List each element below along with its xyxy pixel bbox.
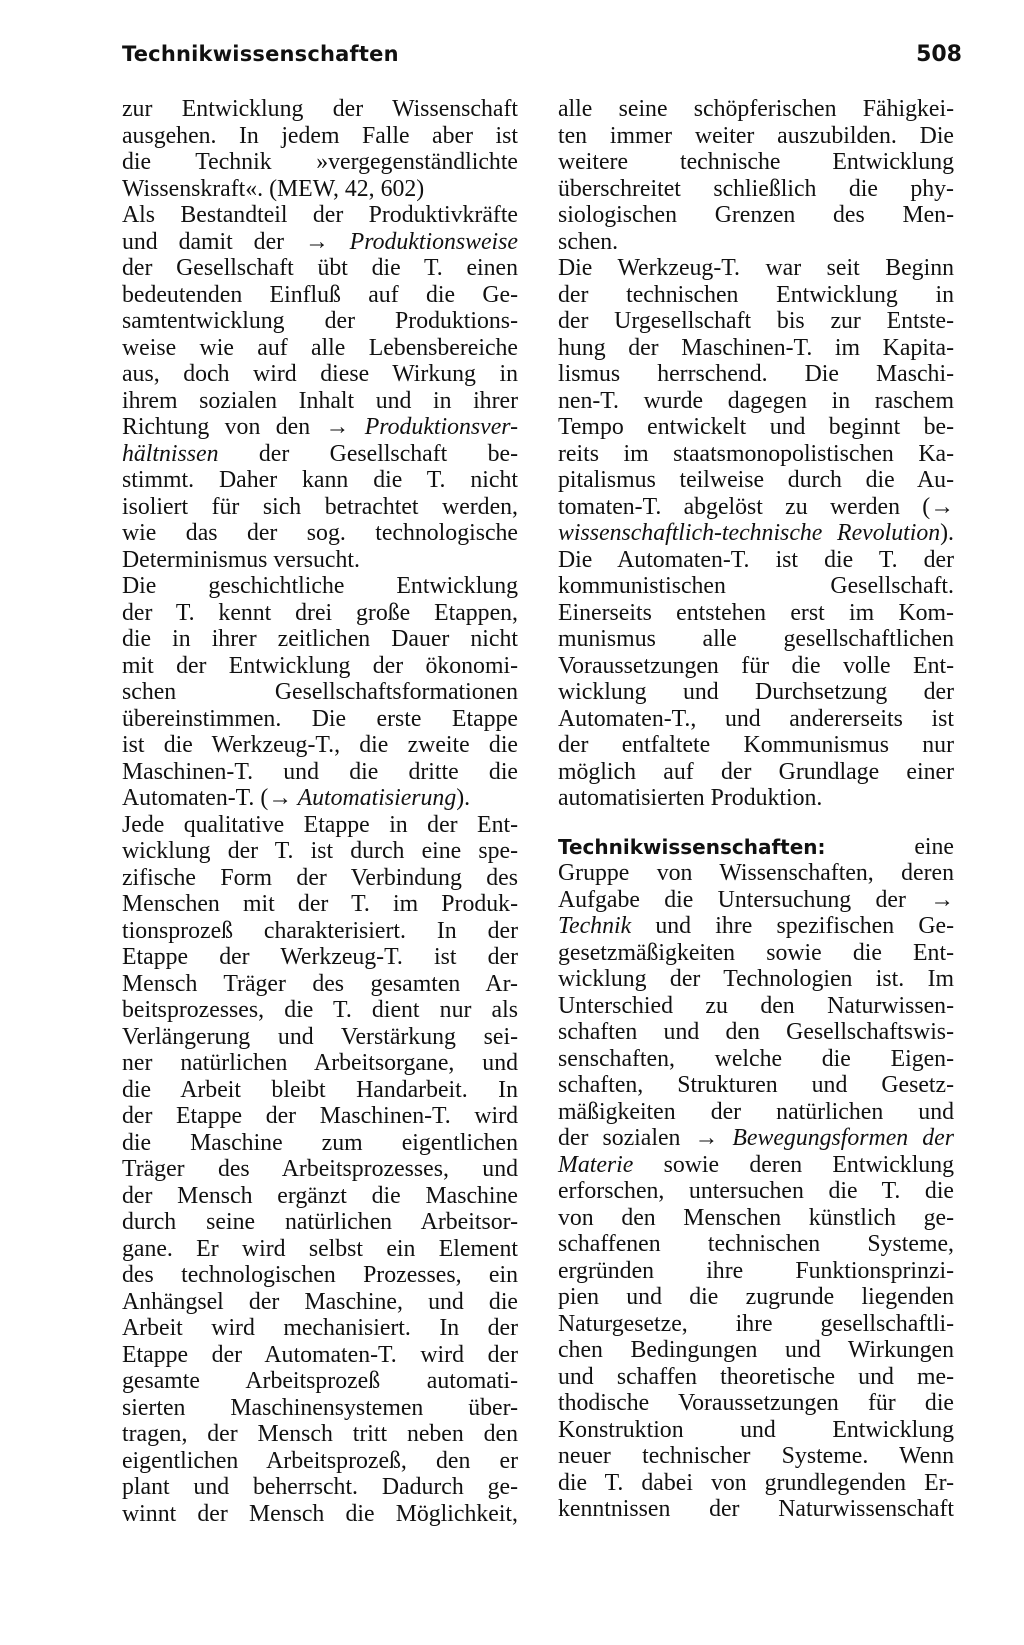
text-line: der Etappe der Maschinen-T. wird [122, 1103, 518, 1129]
text-line: der T. kennt drei große Etappen, [122, 599, 518, 626]
text-line: übereinstimmen. Die erste Etappe [122, 705, 518, 732]
cross-reference-link-continued[interactable]: Materie [558, 1151, 634, 1178]
text-line: Die Werkzeug-T. war seit Beginn [558, 255, 954, 281]
text-line: ihrem sozialen Inhalt und in ihrer [122, 387, 518, 414]
text-line: Mensch Träger des gesamten Ar- [122, 970, 518, 997]
text-line: Träger des Arbeitsprozesses, und [122, 1156, 518, 1182]
text-line: neuer technischer Systeme. Wenn [558, 1443, 954, 1469]
cross-reference-link[interactable]: → Automatisierung [268, 785, 457, 811]
text-line: die Arbeit bleibt Handarbeit. In [122, 1076, 518, 1103]
text-line: schen Gesellschaftsformationen [122, 679, 518, 705]
text-line: Als Bestandteil der Produktivkräfte [122, 202, 518, 228]
text-line: Anhängsel der Maschine, und die [122, 1288, 518, 1315]
text-line: gesetzmäßigkeiten sowie die Ent- [558, 939, 954, 966]
text-line: überschreitet schließlich die phy- [558, 175, 954, 202]
text-fragment: Automaten-T. ( [122, 785, 269, 811]
text-line: Unterschied zu den Naturwissen- [558, 992, 954, 1019]
text-line: der Mensch ergänzt die Maschine [122, 1182, 518, 1209]
text-line: Die geschichtliche Entwicklung [122, 573, 518, 599]
text-line: gane. Er wird selbst ein Element [122, 1235, 518, 1262]
text-line: tomaten-T. abgelöst zu werden (→ [558, 493, 954, 520]
text-line: Maschinen-T. und die dritte die [122, 758, 518, 785]
text-line: pitalismus teilweise durch die Au- [558, 467, 954, 493]
text-line: wicklung der T. ist durch eine spe- [122, 838, 518, 864]
text-fragment: ). [456, 785, 471, 811]
entry-headline [558, 834, 954, 861]
text-line [122, 785, 518, 812]
text-line: thodische Voraussetzungen für die [558, 1390, 954, 1416]
text-line: Gruppe von Wissenschaften, deren [558, 860, 954, 886]
text-line: Etappe der Automaten-T. wird der [122, 1341, 518, 1368]
text-line [558, 1152, 954, 1179]
cross-reference-link[interactable]: → Produktionsver- [325, 414, 518, 440]
text-line: beitsprozesses, die T. dient nur als [122, 997, 518, 1023]
text-line: des technologischen Prozesses, ein [122, 1262, 518, 1288]
text-line: Tempo entwickelt und beginnt be- [558, 414, 954, 440]
text-line: Jede qualitative Etappe in der Ent- [122, 811, 518, 838]
cross-reference-link[interactable]: Technik [558, 913, 632, 939]
text-line [558, 913, 954, 940]
cross-reference-link[interactable]: wissenschaftlich-technische Revolution [558, 520, 941, 546]
text-line: ist die Werkzeug-T., die zweite die [122, 732, 518, 758]
text-line: weise wie auf alle Lebensbereiche [122, 334, 518, 361]
running-header-title: Technikwissenschaften [122, 42, 399, 66]
text-line: Verlängerung und Verstärkung sei- [122, 1023, 518, 1050]
text-line: Einerseits entstehen erst im Kom- [558, 599, 954, 626]
text-line: munismus alle gesellschaftlichen [558, 626, 954, 652]
text-line: senschaften, welche die Eigen- [558, 1045, 954, 1072]
text-line: erforschen, untersuchen die T. die [558, 1178, 954, 1204]
text-line: weitere technische Entwicklung [558, 149, 954, 175]
cross-reference-link[interactable]: → Bewegungsformen der [694, 1125, 954, 1151]
text-fragment: eine [914, 833, 954, 860]
text-line: gesamte Arbeitsprozeß automati- [122, 1368, 518, 1394]
text-line: die in ihrer zeitlichen Dauer nicht [122, 626, 518, 652]
text-line: pien und die zugrunde liegenden [558, 1284, 954, 1310]
text-line: Konstruktion und Entwicklung [558, 1416, 954, 1443]
text-line [558, 1125, 954, 1152]
cross-reference-link-continued[interactable]: hältnissen [122, 440, 219, 467]
text-line: wie das der sog. technologische [122, 520, 518, 546]
text-line: wicklung der Technologien ist. Im [558, 966, 954, 992]
text-line: ergründen ihre Funktionsprinzi- [558, 1257, 954, 1284]
text-line: Etappe der Werkzeug-T. ist der [122, 944, 518, 970]
text-line: Determinismus versucht. [122, 546, 360, 573]
text-line: möglich auf der Grundlage einer [558, 758, 954, 785]
text-line: Naturgesetze, ihre gesellschaftli- [558, 1310, 954, 1337]
text-line: der Urgesellschaft bis zur Entste- [558, 308, 954, 334]
text-line: siologischen Grenzen des Men- [558, 202, 954, 228]
text-line: hung der Maschinen-T. im Kapita- [558, 334, 954, 361]
text-fragment: Richtung von den [122, 414, 311, 440]
page-number: 508 [916, 42, 962, 67]
text-line: ten immer weiter auszubilden. Die [558, 122, 954, 149]
text-line: alle seine schöpferischen Fähigkei- [558, 96, 954, 122]
text-line: tragen, der Mensch tritt neben den [122, 1421, 518, 1447]
text-line: die Maschine zum eigentlichen [122, 1129, 518, 1156]
text-fragment: und damit der [122, 228, 285, 255]
text-line [122, 229, 518, 256]
text-line [122, 414, 518, 441]
text-fragment: und ihre spezifischen Ge- [655, 913, 954, 939]
text-line: Voraussetzungen für die volle Ent- [558, 652, 954, 679]
text-line [558, 520, 954, 547]
text-line: samtentwicklung der Produktions- [122, 308, 518, 334]
text-fragment: der Gesellschaft be- [258, 440, 518, 467]
entry-term: Technikwissenschaften: [558, 834, 826, 859]
text-line: der entfaltete Kommunismus nur [558, 732, 954, 758]
text-line: schen. [558, 228, 619, 255]
text-line: schaffenen technischen Systeme, [558, 1231, 954, 1257]
text-line: zifische Form der Verbindung des [122, 864, 518, 891]
text-line: eigentlichen Arbeitsprozeß, den er [122, 1447, 518, 1474]
cross-reference-link[interactable]: → Produktionsweise [304, 228, 518, 255]
text-line: stimmt. Daher kann die T. nicht [122, 467, 518, 493]
left-column [122, 96, 518, 1527]
text-line: mäßigkeiten der natürlichen und [558, 1098, 954, 1125]
text-line: wicklung und Durchsetzung der [558, 679, 954, 705]
text-line [122, 441, 518, 468]
text-line: mit der Entwicklung der ökonomi- [122, 652, 518, 679]
text-line: schaften und den Gesellschaftswis- [558, 1019, 954, 1045]
text-line: und schaffen theoretische und me- [558, 1363, 954, 1390]
text-line: der technischen Entwicklung in [558, 281, 954, 308]
entry-spacer [558, 812, 954, 834]
text-line: der Gesellschaft übt die T. einen [122, 255, 518, 281]
text-line: automatisierten Produktion. [558, 785, 823, 811]
text-line: aus, doch wird diese Wirkung in [122, 361, 518, 387]
text-line: sierten Maschinensystemen über- [122, 1394, 518, 1421]
text-fragment: sowie deren Entwicklung [663, 1151, 955, 1178]
text-line: Menschen mit der T. im Produk- [122, 891, 518, 917]
text-line: winnt der Mensch die Möglichkeit, [122, 1500, 518, 1527]
text-line: lismus herrschend. Die Maschi- [558, 361, 954, 387]
text-line: kenntnissen der Naturwissenschaft [558, 1496, 954, 1522]
text-line: chen Bedingungen und Wirkungen [558, 1337, 954, 1363]
text-line: Wissenskraft«. (MEW, 42, 602) [122, 175, 425, 202]
text-fragment: ). [940, 520, 954, 546]
text-line: Automaten-T., und andererseits ist [558, 705, 954, 732]
text-line: ner natürlichen Arbeitsorgane, und [122, 1050, 518, 1076]
text-line: die Technik »vergegenständlichte [122, 149, 518, 175]
text-line: Arbeit wird mechanisiert. In der [122, 1315, 518, 1341]
text-line: die T. dabei von grundlegenden Er- [558, 1469, 954, 1496]
text-line: ausgehen. In jedem Falle aber ist [122, 122, 518, 149]
text-line: isoliert für sich betrachtet werden, [122, 493, 518, 520]
right-column [558, 96, 954, 1523]
text-line: reits im staatsmonopolistischen Ka- [558, 440, 954, 467]
text-fragment: der sozialen [558, 1125, 681, 1151]
text-line: bedeutenden Einfluß auf die Ge- [122, 281, 518, 308]
text-line: plant und beherrscht. Dadurch ge- [122, 1474, 518, 1500]
text-line: tionsprozeß charakterisiert. In der [122, 917, 518, 944]
text-line: zur Entwicklung der Wissenschaft [122, 96, 518, 122]
text-line: Aufgabe die Untersuchung der → [558, 886, 954, 913]
text-line: Die Automaten-T. ist die T. der [558, 546, 954, 573]
text-line: durch seine natürlichen Arbeitsor- [122, 1209, 518, 1235]
text-line: nen-T. wurde dagegen in raschem [558, 387, 954, 414]
text-line: schaften, Strukturen und Gesetz- [558, 1072, 954, 1098]
text-line: von den Menschen künstlich ge- [558, 1204, 954, 1231]
text-line: kommunistischen Gesellschaft. [558, 573, 954, 599]
